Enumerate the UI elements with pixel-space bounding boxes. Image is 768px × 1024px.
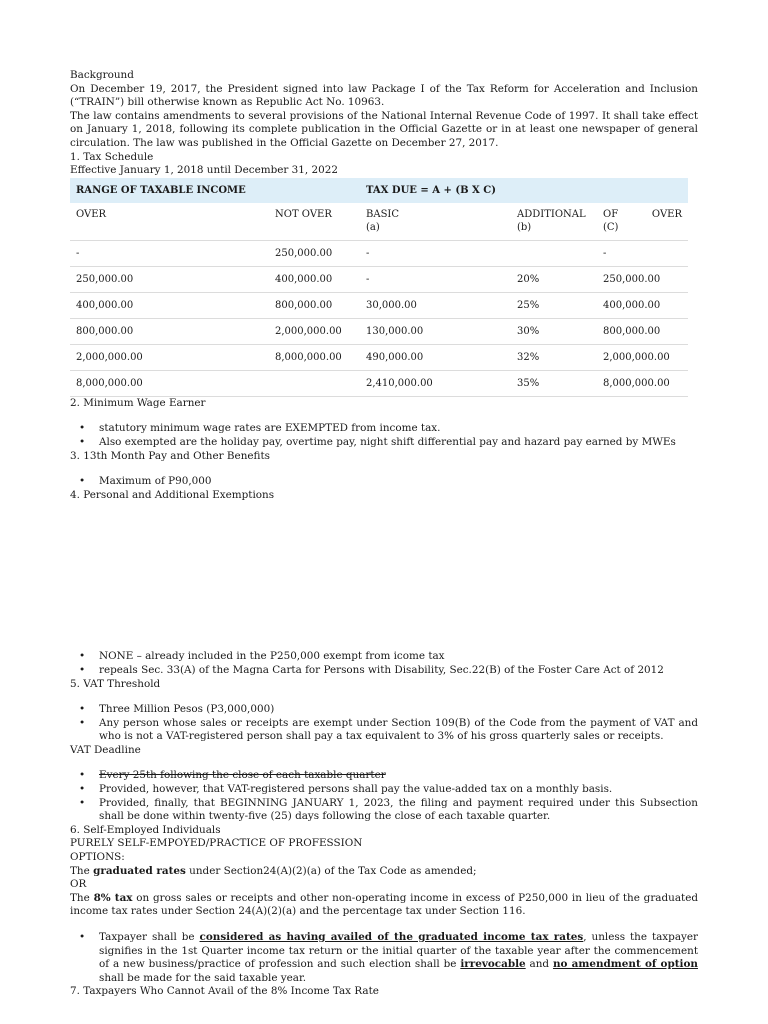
tax-schedule-heading: 1. Tax Schedule: [70, 150, 154, 163]
list-item: • Maximum of P90,000: [70, 475, 698, 489]
cell-basic: 30,000.00: [360, 292, 511, 318]
option-2: [70, 892, 698, 919]
cell-additional: 32%: [511, 344, 597, 370]
cell-of-over: 800,000.00: [597, 318, 688, 344]
table-row: [70, 292, 688, 318]
option-2-bold: 8% tax: [93, 891, 133, 904]
header-tax-due: TAX DUE = A + (B X C): [366, 184, 496, 196]
exemptions-list: [70, 650, 698, 677]
list-item: • statutory minimum wage rates are EXEMPTED from income tax.: [70, 422, 698, 436]
cell-of-over: 8,000,000.00: [597, 370, 688, 396]
thirteenth-heading: 3. 13th Month Pay and Other Benefits: [70, 449, 270, 462]
tax-schedule-effective: Effective January 1, 2018 until December 31, 2022: [70, 164, 338, 177]
list-item: • Three Million Pesos (P3,000,000): [70, 703, 698, 717]
self-employed-list: [70, 931, 698, 985]
cell-not-over: 400,000.00: [269, 266, 360, 292]
list-item: • Also exempted are the holiday pay, overtime pay, night shift differential pay and hazard pay earned by MWEs: [70, 436, 698, 450]
bullet-text-c: , unless the taxpayer signifies in the 1st Quarter income tax return or the initial quarter of the taxable year after the commencement of a new business/practice of profession and such election shall be: [99, 931, 699, 971]
cell-not-over: [269, 370, 360, 396]
cell-additional: 25%: [511, 292, 597, 318]
option-2-rest: on gross sales or receipts and other non-operating income in excess of P250,000 in lieu of the graduated income tax rates under Section 24(A)(2)(a) and the percentage tax under Section 116.: [70, 891, 698, 918]
exemptions-heading: 4. Personal and Additional Exemptions: [70, 488, 275, 501]
list-item: • repeals Sec. 33(A) of the Magna Carta for Persons with Disability, Sec.22(B) of the Foster Care Act of 2012: [70, 664, 698, 678]
bullet-underline-f: no amendment of option: [552, 958, 698, 971]
cell-additional: 30%: [511, 318, 597, 344]
subheader-additional-b: (b): [517, 221, 532, 233]
cell-basic: -: [360, 266, 511, 292]
table-row: [70, 318, 688, 344]
table-subheader-row: [70, 203, 688, 241]
background-paragraph-1: On December 19, 2017, the President signed into law Package I of the Tax Reform for Acceleration and Inclusion (“TRAIN”) bill otherwise known as Republic Act No. 10963.: [70, 82, 698, 109]
vat-deadline-list: [70, 769, 698, 823]
cell-not-over: 2,000,000.00: [269, 318, 360, 344]
vat-threshold-list: [70, 703, 698, 744]
subheader-over: OVER: [76, 208, 107, 220]
cell-basic: 490,000.00: [360, 344, 511, 370]
cell-over: 8,000,000.00: [70, 370, 269, 396]
table-row: [70, 266, 688, 292]
cell-not-over: 800,000.00: [269, 292, 360, 318]
list-item: • Every 25th following the close of each taxable quarter: [70, 769, 698, 783]
subheader-of: OF: [603, 208, 619, 220]
cell-of-over: 2,000,000.00: [597, 344, 688, 370]
cell-not-over: 250,000.00: [269, 240, 360, 266]
vat-threshold-heading: 5. VAT Threshold: [70, 677, 161, 690]
self-employed-sub: PURELY SELF-EMPOYED/PRACTICE OF PROFESSION: [70, 837, 363, 850]
subheader-of-over: [597, 203, 688, 241]
thirteenth-list: [70, 475, 698, 489]
min-wage-heading: 2. Minimum Wage Earner: [70, 396, 206, 409]
document-page: [70, 69, 698, 999]
subheader-not-over: NOT OVER: [275, 208, 332, 220]
table-row: [70, 370, 688, 396]
table-row: [70, 344, 688, 370]
cell-of-over: 400,000.00: [597, 292, 688, 318]
header-range: RANGE OF TAXABLE INCOME: [76, 184, 246, 196]
cell-over: 800,000.00: [70, 318, 269, 344]
self-employed-heading: 6. Self-Employed Individuals: [70, 823, 221, 836]
options-label: OPTIONS:: [70, 851, 125, 864]
vat-deadline-heading: VAT Deadline: [70, 743, 141, 756]
subheader-basic-label: BASIC: [366, 208, 400, 220]
list-item: • Provided, finally, that BEGINNING JANUARY 1, 2023, the filing and payment required under this Subsection shall be done within twenty-five (25) days following the close of each taxable quarter.: [70, 797, 698, 824]
list-item: • Provided, however, that VAT-registered persons shall pay the value-added tax on a monthly basis.: [70, 783, 698, 797]
cell-additional: 35%: [511, 370, 597, 396]
bullet-text-e: and: [525, 958, 553, 971]
bullet-underline-b: considered as having availed of the graduated income tax rates: [199, 931, 584, 943]
cell-additional: [511, 240, 597, 266]
cell-not-over: 8,000,000.00: [269, 344, 360, 370]
or-label: OR: [70, 878, 87, 891]
option-1: [70, 865, 698, 879]
option-1-rest: under Section24(A)(2)(a) of the Tax Code as amended;: [185, 864, 477, 877]
bullet-underline-d: irrevocable: [460, 958, 526, 971]
cell-basic: -: [360, 240, 511, 266]
list-item: [70, 931, 698, 985]
background-paragraph-2: The law contains amendments to several provisions of the National Internal Revenue Code of 1997. It shall take effect on January 1, 2018, following its complete publication in the Official Gazette or in at least one newspaper of general circulation. The law was published in the Official Gazette on December 27, 2017.: [70, 109, 698, 149]
tax-schedule-table: [70, 178, 688, 397]
bullet-text-g: shall be made for the said taxable year.: [99, 971, 307, 984]
cell-over: 250,000.00: [70, 266, 269, 292]
list-item: • Any person whose sales or receipts are exempt under Section 109(B) of the Code from the payment of VAT and who is not a VAT-registered person shall pay a tax equivalent to 3% of his gross quarterly sales or receipts.: [70, 717, 698, 744]
list-item: • NONE – already included in the P250,000 exempt from icome tax: [70, 650, 698, 664]
cell-over: 400,000.00: [70, 292, 269, 318]
table-row: [70, 240, 688, 266]
cannot-avail-heading: 7. Taxpayers Who Cannot Avail of the 8% Income Tax Rate: [70, 985, 379, 998]
cell-basic: 130,000.00: [360, 318, 511, 344]
bullet-text-a: Taxpayer shall be: [99, 931, 200, 943]
subheader-over-2: OVER: [651, 208, 682, 220]
option-1-text: The: [70, 864, 94, 877]
background-heading: Background: [70, 69, 134, 81]
cell-of-over: 250,000.00: [597, 266, 688, 292]
table-header-row: [70, 178, 688, 203]
subheader-additional-label: ADDITIONAL: [517, 208, 586, 220]
subheader-basic: [360, 203, 511, 241]
option-1-bold: graduated rates: [93, 864, 186, 877]
cell-basic: 2,410,000.00: [360, 370, 511, 396]
subheader-additional: [511, 203, 597, 241]
min-wage-list: [70, 422, 698, 449]
cell-additional: 20%: [511, 266, 597, 292]
cell-over: -: [70, 240, 269, 266]
option-2-text: The: [70, 891, 94, 904]
cell-of-over: -: [597, 240, 688, 266]
subheader-of-c: (C): [603, 221, 619, 233]
subheader-basic-a: (a): [366, 221, 380, 233]
cell-over: 2,000,000.00: [70, 344, 269, 370]
